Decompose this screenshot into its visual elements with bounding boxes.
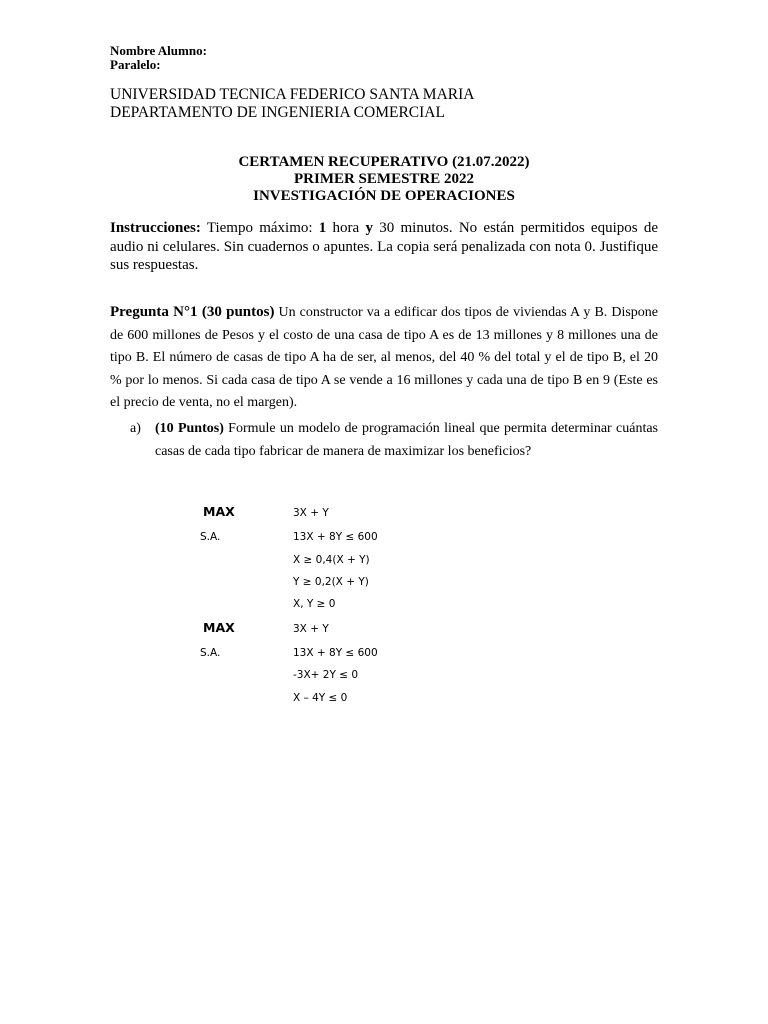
instructions-text: Tiempo máximo: bbox=[200, 220, 319, 236]
model-1-objective: 3X + Y bbox=[293, 507, 329, 519]
question-1-text: Un constructor va a edificar dos tipos de viviendas A y B. Dispone de 600 millones de Pesos y el costo de una casa de tipo A es de 13 millones y 8 millones una de tipo B. El número de casas de tipo A ha de ser, al menos, del 40 % del total y el de tipo B, el 20 % por lo menos. Si cada casa de tipo A se vende a 16 millones y cada una de tipo B en 9 (Este es el precio de venta, no el margen). bbox=[110, 305, 658, 410]
model-1-max-label: MAX bbox=[203, 504, 235, 519]
department-name: DEPARTAMENTO DE INGENIERIA COMERCIAL bbox=[110, 104, 445, 121]
semester-title: PRIMER SEMESTRE 2022 bbox=[293, 171, 475, 187]
question-1-label: Pregunta N°1 (30 puntos) bbox=[110, 304, 275, 320]
instructions-hours: 1 bbox=[318, 220, 327, 236]
model-2-max-label: MAX bbox=[203, 620, 235, 635]
model-2-objective: 3X + Y bbox=[293, 623, 329, 635]
part-a-text: Formule un modelo de programación lineal que permita determinar cuántas casas de cada tipo fabricar de manera de maximizar los beneficios? bbox=[155, 421, 659, 459]
exam-title: CERTAMEN RECUPERATIVO (21.07.2022) bbox=[238, 154, 530, 170]
model-1-constraint: X, Y ≥ 0 bbox=[293, 598, 336, 610]
model-1-constraint: Y ≥ 0,2(X + Y) bbox=[293, 576, 369, 588]
model-1-constraint: 13X + 8Y ≤ 600 bbox=[293, 531, 378, 543]
instructions-and: y bbox=[365, 220, 373, 236]
part-a bbox=[155, 418, 658, 463]
model-2-sa-label: S.A. bbox=[200, 647, 221, 659]
instructions-text: hora bbox=[326, 220, 366, 236]
student-name-label: Nombre Alumno: bbox=[110, 43, 207, 58]
question-1 bbox=[110, 301, 658, 415]
instructions-label: Instrucciones: bbox=[110, 220, 201, 236]
model-2-constraint: -3X+ 2Y ≤ 0 bbox=[293, 669, 359, 681]
model-2-constraint: 13X + 8Y ≤ 600 bbox=[293, 647, 378, 659]
university-name: UNIVERSIDAD TECNICA FEDERICO SANTA MARIA bbox=[110, 86, 475, 103]
part-a-points: (10 Puntos) bbox=[155, 421, 224, 436]
model-1-constraint: X ≥ 0,4(X + Y) bbox=[293, 554, 370, 566]
model-1-sa-label: S.A. bbox=[200, 531, 221, 543]
part-a-marker: a) bbox=[130, 421, 141, 436]
instructions-text: 30 minutos. No están permitidos equipos de audio ni celulares. Sin cuadernos o apuntes. La copia será penalizada con nota 0. Justifique sus respuestas. bbox=[110, 220, 658, 273]
section-label: Paralelo: bbox=[110, 57, 161, 72]
model-2-constraint: X – 4Y ≤ 0 bbox=[293, 692, 348, 704]
course-title: INVESTIGACIÓN DE OPERACIONES bbox=[253, 188, 515, 204]
instructions bbox=[110, 219, 658, 275]
